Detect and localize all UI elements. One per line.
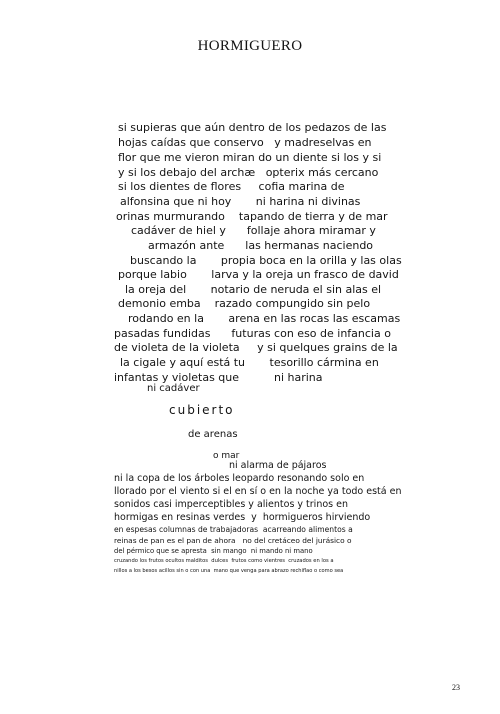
poem-line: ni la copa de los árboles leopardo resonando solo en bbox=[114, 473, 365, 484]
poem-line: nillos a los besos acillos sin o con una mano que venga para abrazo rechiflao o como sea bbox=[114, 568, 344, 574]
poem-line: del pérmico que se apresta sin mango ni mando ni mano bbox=[114, 547, 313, 555]
poem-line: ni cadáver bbox=[147, 383, 200, 394]
poem-line: porque labio larva y la oreja un frasco de david bbox=[118, 268, 399, 281]
page-number: 23 bbox=[452, 683, 460, 692]
poem-line: cadáver de hiel y follaje ahora miramar y bbox=[131, 224, 376, 237]
poem-line: sonidos casi imperceptibles y alientos y trinos en bbox=[114, 499, 348, 510]
poem-line: hormigas en resinas verdes y hormigueros hirviendo bbox=[114, 512, 371, 523]
poem-line: infantas y violetas que ni harina bbox=[114, 371, 323, 384]
poem-line: la cigale y aquí está tu tesorillo cármina en bbox=[120, 356, 379, 369]
poem-line: llorado por el viento si el en sí o en la noche ya todo está en bbox=[114, 486, 402, 497]
poem-line: la oreja del notario de neruda el sin alas el bbox=[125, 283, 382, 296]
poem-line: ni alarma de pájaros bbox=[229, 460, 327, 471]
poem-line: si supieras que aún dentro de los pedazos de las bbox=[118, 121, 387, 134]
poem-line: pasadas fundidas futuras con eso de infancia o bbox=[114, 327, 391, 340]
poem-line: reinas de pan es el pan de ahora no del cretáceo del jurásico o bbox=[114, 536, 352, 545]
poem-line: cubierto bbox=[169, 403, 235, 417]
poem-line: orinas murmurando tapando de tierra y de mar bbox=[116, 210, 388, 223]
poem-line: y si los debajo del archæ opterix más cercano bbox=[118, 166, 379, 179]
poem-title: HORMIGUERO bbox=[197, 38, 303, 54]
poem-line: si los dientes de flores cofia marina de bbox=[118, 180, 345, 193]
poem-line: buscando la propia boca en la orilla y las olas bbox=[130, 254, 402, 267]
poem-line: rodando en la arena en las rocas las escamas bbox=[128, 312, 401, 325]
poem-line: hojas caídas que conservo y madreselvas en bbox=[118, 136, 372, 149]
poem-line: demonio emba razado compungido sin pelo bbox=[118, 297, 371, 310]
poem-line: en espesas columnas de trabajadoras acarreando alimentos a bbox=[114, 525, 353, 534]
poem-line: alfonsina que ni hoy ni harina ni divinas bbox=[120, 195, 361, 208]
poem-line: armazón ante las hermanas naciendo bbox=[148, 239, 374, 252]
poem-line: flor que me vieron miran do un diente si los y si bbox=[118, 151, 382, 164]
poem-line: o mar bbox=[213, 451, 240, 461]
poem-line: cruzando los frutos ocultos malditos dulces frutos como vientres cruzados en los a bbox=[114, 558, 334, 564]
poem-line: de violeta de la violeta y si quelques grains de la bbox=[114, 341, 398, 354]
poem-line: de arenas bbox=[188, 429, 238, 440]
